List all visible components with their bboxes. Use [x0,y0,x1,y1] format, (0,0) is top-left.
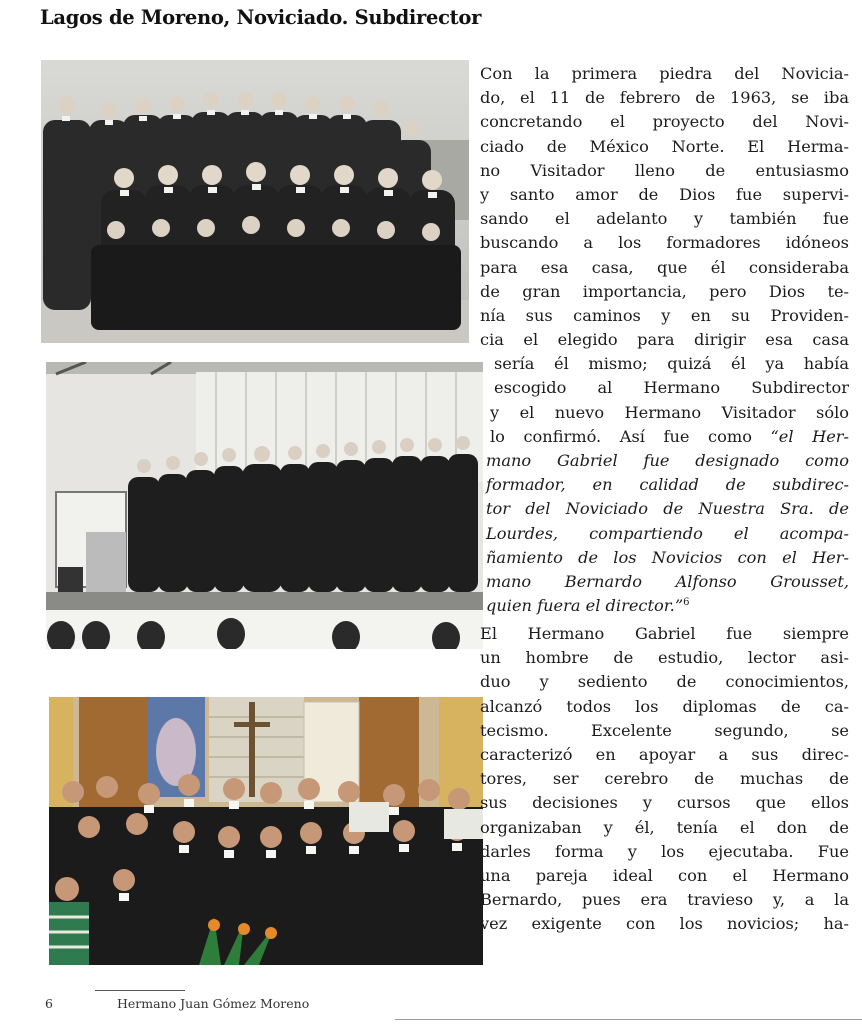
text-line: para esa casa, que él consideraba [480,257,849,277]
ceremony-photo [46,362,483,649]
quote-line [486,594,849,618]
text-line: y el nuevo Hermano Visitador sólo [490,402,849,422]
text-line: no Visitador lleno de entusiasmo [480,160,849,180]
text-line: cia el elegido para dirigir esa casa [480,330,849,350]
text-line [490,425,849,449]
quote-segment: quien fuera el director.” [486,596,684,616]
page-title: Lagos de Moreno, Noviciado. Subdirector [40,6,482,29]
body-paragraph-2 [480,622,849,936]
page-bottom-rule [395,1019,862,1020]
text-line: organizaban y él, tenía el don de [480,817,849,837]
text-line: una pareja ideal con el Hermano [480,865,849,885]
text-line: darles forma y los ejecutaba. Fue [480,841,849,861]
text-line: sería él mismo; quizá él ya había [494,354,849,374]
text-line: Bernardo, pues era travieso y, a la [480,890,849,910]
text-line: nía sus caminos y en su Providen- [480,305,849,325]
text-line: ciado de México Norte. El Herma- [480,136,849,156]
text-line: y santo amor de Dios fue supervi- [480,184,849,204]
quote-line: mano Bernardo Alfonso Grousset, [486,571,849,591]
text-line: Con la primera piedra del Novicia- [480,64,849,83]
text-line: tores, ser cerebro de muchas de [480,769,849,789]
body-paragraph-1 [480,62,849,618]
chapel-group-photo [49,697,483,965]
text-line: alcanzó todos los diplomas de ca- [480,696,849,716]
text-line: tecismo. Excelente segundo, se [480,720,849,740]
text-line: escogido al Hermano Subdirector [494,378,849,398]
quote-segment: “el Her- [770,426,849,446]
text-line: sus decisiones y cursos que ellos [480,793,849,813]
quote-line: ñamiento de los Novicios con el Her- [486,547,849,567]
quote-line: formador, en calidad de subdirec- [486,475,849,495]
group-photo-1 [41,60,469,343]
text-line: El Hermano Gabriel fue siempre [480,624,849,643]
text-line: vez exigente con los novicios; ha- [480,914,849,934]
quote-line: Lourdes, compartiendo el acompa- [486,523,849,543]
footnote-reference[interactable]: 6 [683,597,690,609]
text-line: de gran importancia, pero Dios te- [480,281,849,301]
text-line: duo y sediento de conocimientos, [480,672,849,692]
running-footer-title: Hermano Juan Gómez Moreno [117,996,310,1011]
text-line: caracterizó en apoyar a sus direc- [480,744,849,764]
quote-line: mano Gabriel fue designado como [486,451,849,470]
text-line: concretando el proyecto del Novi- [480,112,849,132]
text-line: buscando a los formadores idóneos [480,233,849,253]
text-segment: lo confirmó. Así fue como [490,426,771,446]
text-line: un hombre de estudio, lector asi- [480,648,849,668]
text-line: sando el adelanto y también fue [480,209,849,229]
text-line: do, el 11 de febrero de 1963, se iba [480,88,849,108]
footer-divider [95,990,185,991]
page-number: 6 [45,996,53,1011]
quote-line: tor del Noviciado de Nuestra Sra. de [486,499,849,519]
